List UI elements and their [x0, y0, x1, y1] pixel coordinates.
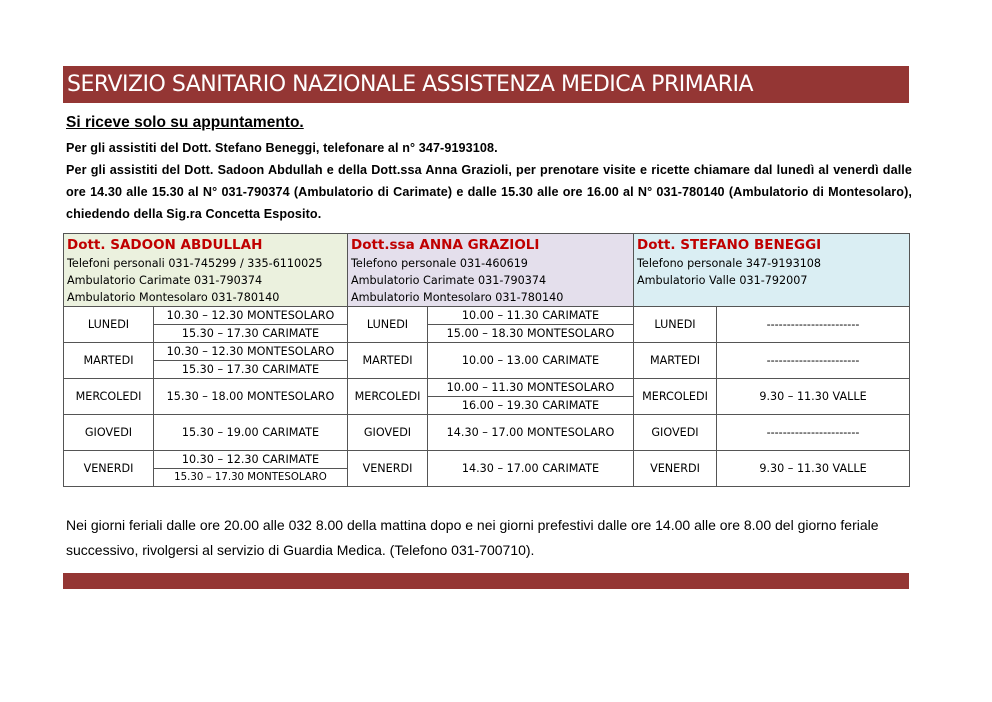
- doctor-name: Dott. SADOON ABDULLAH: [67, 237, 263, 253]
- time-slot: 16.00 – 19.30 CARIMATE: [428, 397, 633, 415]
- doctor-phone-line: Telefoni personali 031-745299 / 335-6110025: [67, 257, 323, 270]
- time-slot: 10.00 – 11.30 CARIMATE: [461, 308, 600, 322]
- time-slot: 10.30 – 12.30 CARIMATE: [181, 452, 320, 466]
- doctor-header-grazioli: [348, 234, 634, 307]
- time-slot: 15.30 – 17.30 MONTESOLARO: [154, 469, 347, 487]
- doctor-phone-line: Ambulatorio Carimate 031-790374: [351, 274, 547, 287]
- day-cell: MARTEDI: [64, 343, 154, 379]
- day-cell: VENERDI: [348, 451, 428, 487]
- doctor-header-abdullah: [64, 234, 348, 307]
- doctor-phone-line: Telefono personale 031-460619: [351, 257, 528, 270]
- page-title: SERVIZIO SANITARIO NAZIONALE ASSISTENZA MEDICA PRIMARIA: [63, 66, 909, 103]
- day-cell: MARTEDI: [634, 343, 717, 379]
- day-cell: GIOVEDI: [64, 415, 154, 451]
- day-cell: GIOVEDI: [634, 415, 717, 451]
- time-slot: 15.30 – 17.30 CARIMATE: [154, 361, 347, 379]
- intro-section: [66, 113, 912, 225]
- slot-cell: [154, 307, 348, 343]
- doctor-phone-line: Ambulatorio Montesolaro 031-780140: [67, 291, 280, 304]
- day-cell: LUNEDI: [634, 307, 717, 343]
- doctor-phone-line: Ambulatorio Carimate 031-790374: [67, 274, 263, 287]
- time-slot: 10.00 – 13.00 CARIMATE: [428, 343, 634, 379]
- slot-cell: [428, 379, 634, 415]
- time-slot: 10.00 – 11.30 MONTESOLARO: [446, 380, 615, 394]
- time-slot: -----------------------: [717, 415, 910, 451]
- intro-line-booking: Per gli assistiti del Dott. Sadoon Abdullah e della Dott.ssa Anna Grazioli, per prenotare visite e ricette chiamare dal lunedì al venerdì dalle ore 14.30 alle 15.30 al N° 031-790374 (Ambulatorio di Carimate) e dalle 15.30 alle ore 16.00 al N° 031-780140 (Ambulatorio di Montesolaro), chiedendo della Sig.ra Concetta Esposito.: [66, 163, 912, 221]
- time-slot: -----------------------: [717, 307, 910, 343]
- bottom-decorative-bar: [63, 573, 909, 589]
- doctor-header-row: [64, 234, 910, 307]
- day-cell: MERCOLEDI: [348, 379, 428, 415]
- doctor-phone-line: Ambulatorio Valle 031-792007: [637, 274, 808, 287]
- intro-line-beneggi: Per gli assistiti del Dott. Stefano Beneggi, telefonare al n° 347-9193108.: [66, 141, 498, 155]
- doctor-name: Dott. STEFANO BENEGGI: [637, 237, 822, 253]
- schedule-row-venerdi: [64, 451, 910, 487]
- schedule-row-giovedi: [64, 415, 910, 451]
- time-slot: 14.30 – 17.00 CARIMATE: [428, 451, 634, 487]
- day-cell: LUNEDI: [348, 307, 428, 343]
- slot-cell: [154, 451, 348, 487]
- time-slot: 10.30 – 12.30 MONTESOLARO: [166, 308, 335, 322]
- schedule-row-martedi: [64, 343, 910, 379]
- time-slot: 9.30 – 11.30 VALLE: [717, 379, 910, 415]
- guardia-medica-note: Nei giorni feriali dalle ore 20.00 alle 032 8.00 della mattina dopo e nei giorni prefestivi dalle ore 14.00 alle ore 8.00 del giorno feriale successivo, rivolgersi al servizio di Guardia Medica. (Telefono 031-700710).: [66, 517, 879, 558]
- doctor-phone-line: Telefono personale 347-9193108: [637, 257, 822, 270]
- day-cell: MERCOLEDI: [64, 379, 154, 415]
- day-cell: LUNEDI: [64, 307, 154, 343]
- time-slot: 15.30 – 19.00 CARIMATE: [154, 415, 348, 451]
- day-cell: VENERDI: [64, 451, 154, 487]
- schedule-row-mercoledi: [64, 379, 910, 415]
- doctors-schedule-table: [63, 233, 910, 487]
- time-slot: 15.30 – 18.00 MONTESOLARO: [154, 379, 348, 415]
- slot-cell: [428, 307, 634, 343]
- day-cell: VENERDI: [634, 451, 717, 487]
- time-slot: 9.30 – 11.30 VALLE: [717, 451, 910, 487]
- slot-cell: [154, 343, 348, 379]
- time-slot: 10.30 – 12.30 MONTESOLARO: [166, 344, 335, 358]
- doctor-name: Dott.ssa ANNA GRAZIOLI: [351, 237, 540, 253]
- schedule-row-lunedi: [64, 307, 910, 343]
- day-cell: MARTEDI: [348, 343, 428, 379]
- time-slot: 15.00 – 18.30 MONTESOLARO: [428, 325, 633, 343]
- time-slot: -----------------------: [717, 343, 910, 379]
- time-slot: 14.30 – 17.00 MONTESOLARO: [428, 415, 634, 451]
- doctor-phone-line: Ambulatorio Montesolaro 031-780140: [351, 291, 564, 304]
- day-cell: GIOVEDI: [348, 415, 428, 451]
- doctor-header-beneggi: [634, 234, 910, 307]
- appointment-heading: Si riceve solo su appuntamento.: [66, 114, 304, 131]
- time-slot: 15.30 – 17.30 CARIMATE: [154, 325, 347, 343]
- day-cell: MERCOLEDI: [634, 379, 717, 415]
